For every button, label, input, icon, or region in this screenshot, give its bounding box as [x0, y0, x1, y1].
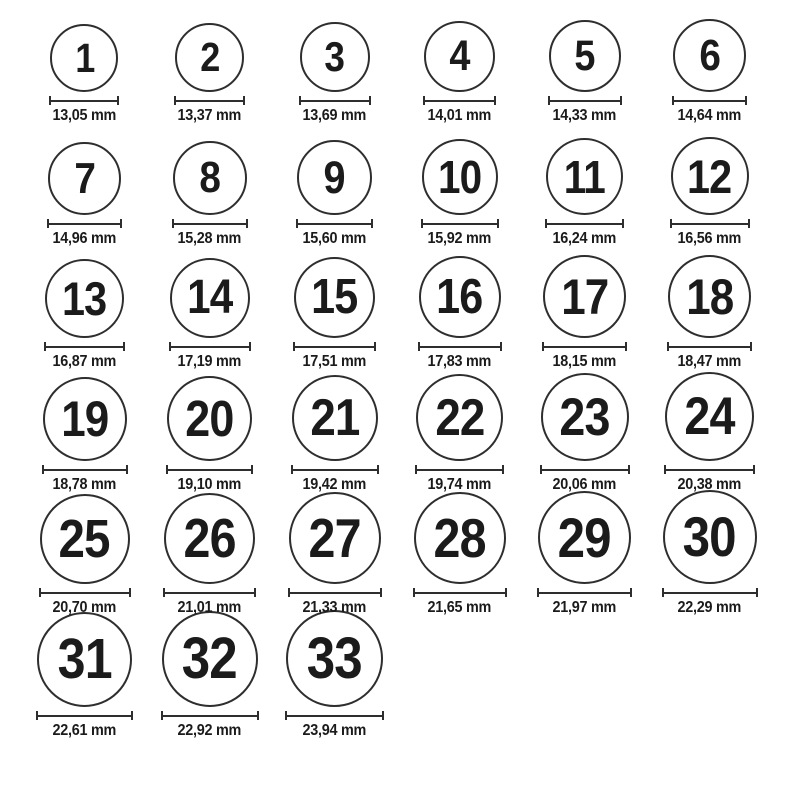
- diameter-label: 21,97 mm: [552, 599, 617, 617]
- measure-bar: [547, 223, 622, 225]
- diameter-measure-line: [542, 342, 627, 351]
- ring-size-item: [421, 139, 499, 251]
- measure-bar: [38, 715, 131, 717]
- measure-bar: [287, 715, 382, 717]
- ring-circle: [289, 492, 381, 584]
- diameter-measure-line: [49, 96, 119, 105]
- ring-size-number: 33: [306, 625, 362, 691]
- diameter-label: 21,01 mm: [177, 599, 242, 617]
- diameter-measure-line: [423, 96, 496, 105]
- diameter-label: 17,51 mm: [302, 353, 367, 371]
- ring-circle: [167, 376, 252, 461]
- ring-size-number: 29: [557, 505, 612, 569]
- ring-circle: [538, 491, 631, 584]
- ring-size-item: [545, 138, 624, 251]
- ring-circle: [43, 377, 127, 461]
- diameter-label: 19,42 mm: [302, 476, 367, 494]
- ring-size-item: [540, 373, 630, 497]
- ring-size-item: [667, 255, 752, 374]
- ring-circle: [424, 21, 495, 92]
- measure-bar: [298, 223, 371, 225]
- measure-bar: [542, 469, 628, 471]
- diameter-measure-line: [288, 588, 382, 597]
- ring-size-item: [299, 22, 371, 128]
- diameter-label: 20,06 mm: [552, 476, 617, 494]
- ring-size-number: 16: [436, 269, 483, 324]
- ring-size-item: [39, 494, 131, 620]
- diameter-measure-line: [421, 219, 499, 228]
- ring-circle: [665, 372, 754, 461]
- diameter-measure-line: [291, 465, 379, 474]
- ring-circle: [300, 22, 370, 92]
- measure-bar: [174, 223, 246, 225]
- diameter-label: 14,01 mm: [427, 107, 492, 125]
- ring-size-item: [161, 611, 259, 743]
- ring-size-item: [49, 24, 120, 128]
- ring-circle: [416, 374, 503, 461]
- diameter-label: 15,60 mm: [302, 230, 367, 248]
- ring-circle: [414, 492, 506, 584]
- ring-size-item: [423, 21, 496, 128]
- measure-bar: [664, 592, 756, 594]
- ring-size-item: [291, 375, 379, 497]
- ring-size-number: 12: [687, 149, 732, 203]
- ring-size-item: [293, 257, 376, 374]
- ring-circle: [37, 612, 132, 707]
- ring-size-number: 22: [434, 388, 485, 447]
- measure-bar: [425, 100, 494, 102]
- ring-size-number: 1: [74, 34, 95, 81]
- measure-bar: [415, 592, 505, 594]
- ring-size-item: [537, 491, 632, 620]
- diameter-label: 19,74 mm: [427, 476, 492, 494]
- diameter-measure-line: [667, 342, 752, 351]
- ring-size-item: [415, 374, 504, 497]
- ring-circle: [175, 23, 244, 92]
- ring-size-item: [296, 140, 373, 251]
- ring-size-number: 9: [323, 152, 346, 204]
- ring-size-number: 25: [58, 509, 111, 570]
- ring-size-item: [163, 493, 256, 620]
- diameter-measure-line: [285, 711, 384, 720]
- diameter-measure-line: [172, 219, 248, 228]
- ring-circle: [173, 141, 247, 215]
- measure-bar: [301, 100, 369, 102]
- measure-bar: [674, 100, 745, 102]
- diameter-label: 20,38 mm: [677, 476, 742, 494]
- ring-size-number: 10: [437, 151, 482, 204]
- measure-bar: [539, 592, 630, 594]
- ring-circle: [671, 137, 749, 215]
- ring-size-item: [664, 372, 755, 497]
- ring-size-number: 24: [684, 387, 735, 447]
- ring-size-item: [548, 20, 622, 128]
- diameter-label: 13,37 mm: [177, 107, 242, 125]
- diameter-label: 15,28 mm: [177, 230, 242, 248]
- ring-size-number: 15: [311, 270, 358, 325]
- ring-circle: [292, 375, 378, 461]
- ring-size-number: 32: [181, 626, 237, 692]
- diameter-measure-line: [47, 219, 122, 228]
- diameter-measure-line: [548, 96, 622, 105]
- ring-size-number: 19: [60, 391, 109, 448]
- diameter-label: 20,70 mm: [52, 599, 117, 617]
- ring-size-number: 6: [699, 30, 720, 80]
- ring-size-item: [169, 258, 251, 374]
- measure-bar: [163, 715, 257, 717]
- measure-bar: [290, 592, 380, 594]
- ring-circle: [50, 24, 118, 92]
- measure-bar: [417, 469, 502, 471]
- ring-size-number: 2: [199, 34, 220, 81]
- diameter-label: 15,92 mm: [427, 230, 492, 248]
- measure-bar: [293, 469, 377, 471]
- diameter-measure-line: [161, 711, 259, 720]
- diameter-label: 14,64 mm: [677, 107, 742, 125]
- ring-size-number: 4: [449, 32, 470, 81]
- ring-size-number: 3: [324, 33, 345, 81]
- measure-bar: [420, 346, 500, 348]
- ring-size-item: [36, 612, 133, 743]
- ring-size-number: 14: [186, 271, 233, 325]
- ring-size-number: 23: [559, 387, 610, 447]
- ring-size-number: 26: [183, 507, 236, 570]
- ring-size-item: [285, 610, 384, 743]
- diameter-label: 23,94 mm: [302, 722, 367, 740]
- diameter-label: 22,92 mm: [177, 722, 242, 740]
- diameter-measure-line: [413, 588, 507, 597]
- measure-bar: [423, 223, 497, 225]
- ring-size-number: 8: [199, 153, 220, 203]
- diameter-measure-line: [540, 465, 630, 474]
- diameter-label: 21,65 mm: [427, 599, 492, 617]
- ring-size-number: 18: [685, 268, 734, 325]
- ring-circle: [40, 494, 130, 584]
- measure-bar: [168, 469, 251, 471]
- diameter-measure-line: [166, 465, 253, 474]
- ring-circle: [668, 255, 751, 338]
- diameter-measure-line: [174, 96, 245, 105]
- diameter-measure-line: [418, 342, 502, 351]
- ring-size-item: [542, 255, 627, 374]
- diameter-label: 17,83 mm: [427, 353, 492, 371]
- measure-bar: [666, 469, 753, 471]
- diameter-label: 13,69 mm: [302, 107, 367, 125]
- diameter-measure-line: [670, 219, 750, 228]
- ring-circle: [286, 610, 383, 707]
- diameter-measure-line: [672, 96, 747, 105]
- ring-circle: [419, 256, 501, 338]
- ring-size-number: 31: [57, 627, 112, 692]
- ring-size-number: 28: [433, 506, 486, 569]
- ring-size-item: [418, 256, 502, 374]
- diameter-measure-line: [39, 588, 131, 597]
- ring-circle: [546, 138, 623, 215]
- ring-size-item: [670, 137, 750, 251]
- diameter-label: 19,10 mm: [177, 476, 242, 494]
- ring-size-number: 7: [74, 153, 95, 203]
- diameter-label: 18,15 mm: [552, 353, 617, 371]
- measure-bar: [176, 100, 243, 102]
- ring-size-item: [47, 142, 122, 251]
- measure-bar: [165, 592, 254, 594]
- measure-bar: [51, 100, 117, 102]
- ring-circle: [673, 19, 746, 92]
- diameter-label: 18,47 mm: [677, 353, 742, 371]
- diameter-measure-line: [662, 588, 758, 597]
- ring-circle: [48, 142, 121, 215]
- diameter-measure-line: [36, 711, 133, 720]
- ring-size-number: 20: [185, 390, 234, 448]
- diameter-label: 21,33 mm: [302, 599, 367, 617]
- ring-size-number: 13: [62, 272, 107, 326]
- ring-circle: [297, 140, 372, 215]
- diameter-measure-line: [44, 342, 125, 351]
- diameter-measure-line: [42, 465, 128, 474]
- diameter-label: 22,29 mm: [677, 599, 742, 617]
- ring-size-item: [672, 19, 747, 128]
- ring-size-item: [42, 377, 128, 497]
- ring-circle: [543, 255, 626, 338]
- ring-size-item: [662, 490, 758, 620]
- ring-size-number: 30: [682, 505, 737, 569]
- diameter-measure-line: [664, 465, 755, 474]
- diameter-measure-line: [537, 588, 632, 597]
- ring-size-item: [166, 376, 253, 497]
- diameter-label: 14,96 mm: [52, 230, 117, 248]
- diameter-label: 18,78 mm: [52, 476, 117, 494]
- diameter-measure-line: [293, 342, 376, 351]
- measure-bar: [44, 469, 126, 471]
- ring-circle: [663, 490, 757, 584]
- diameter-label: 22,61 mm: [52, 722, 117, 740]
- diameter-label: 17,19 mm: [177, 353, 242, 371]
- measure-bar: [295, 346, 374, 348]
- ring-size-item: [174, 23, 245, 128]
- ring-circle: [164, 493, 255, 584]
- measure-bar: [41, 592, 129, 594]
- ring-circle: [294, 257, 375, 338]
- ring-circle: [162, 611, 258, 707]
- diameter-label: 14,33 mm: [552, 107, 617, 125]
- diameter-label: 16,24 mm: [552, 230, 617, 248]
- ring-size-number: 27: [308, 506, 361, 569]
- diameter-label: 16,87 mm: [52, 353, 117, 371]
- measure-bar: [171, 346, 249, 348]
- measure-bar: [550, 100, 620, 102]
- diameter-measure-line: [415, 465, 504, 474]
- ring-circle: [422, 139, 498, 215]
- ring-size-number: 21: [309, 389, 360, 448]
- measure-bar: [672, 223, 748, 225]
- measure-bar: [669, 346, 750, 348]
- ring-size-number: 5: [574, 31, 595, 80]
- measure-bar: [49, 223, 120, 225]
- ring-size-item: [44, 259, 125, 374]
- diameter-measure-line: [545, 219, 624, 228]
- ring-circle: [170, 258, 250, 338]
- ring-size-item: [288, 492, 382, 620]
- diameter-label: 16,56 mm: [677, 230, 742, 248]
- diameter-measure-line: [163, 588, 256, 597]
- measure-bar: [544, 346, 625, 348]
- ring-circle: [541, 373, 629, 461]
- diameter-label: 13,05 mm: [52, 107, 117, 125]
- diameter-measure-line: [296, 219, 373, 228]
- diameter-measure-line: [299, 96, 371, 105]
- ring-size-number: 17: [560, 268, 609, 325]
- ring-size-item: [413, 492, 507, 620]
- ring-size-number: 11: [563, 150, 606, 203]
- ring-circle: [549, 20, 621, 92]
- ring-size-item: [172, 141, 248, 251]
- ring-circle: [45, 259, 124, 338]
- diameter-measure-line: [169, 342, 251, 351]
- measure-bar: [46, 346, 123, 348]
